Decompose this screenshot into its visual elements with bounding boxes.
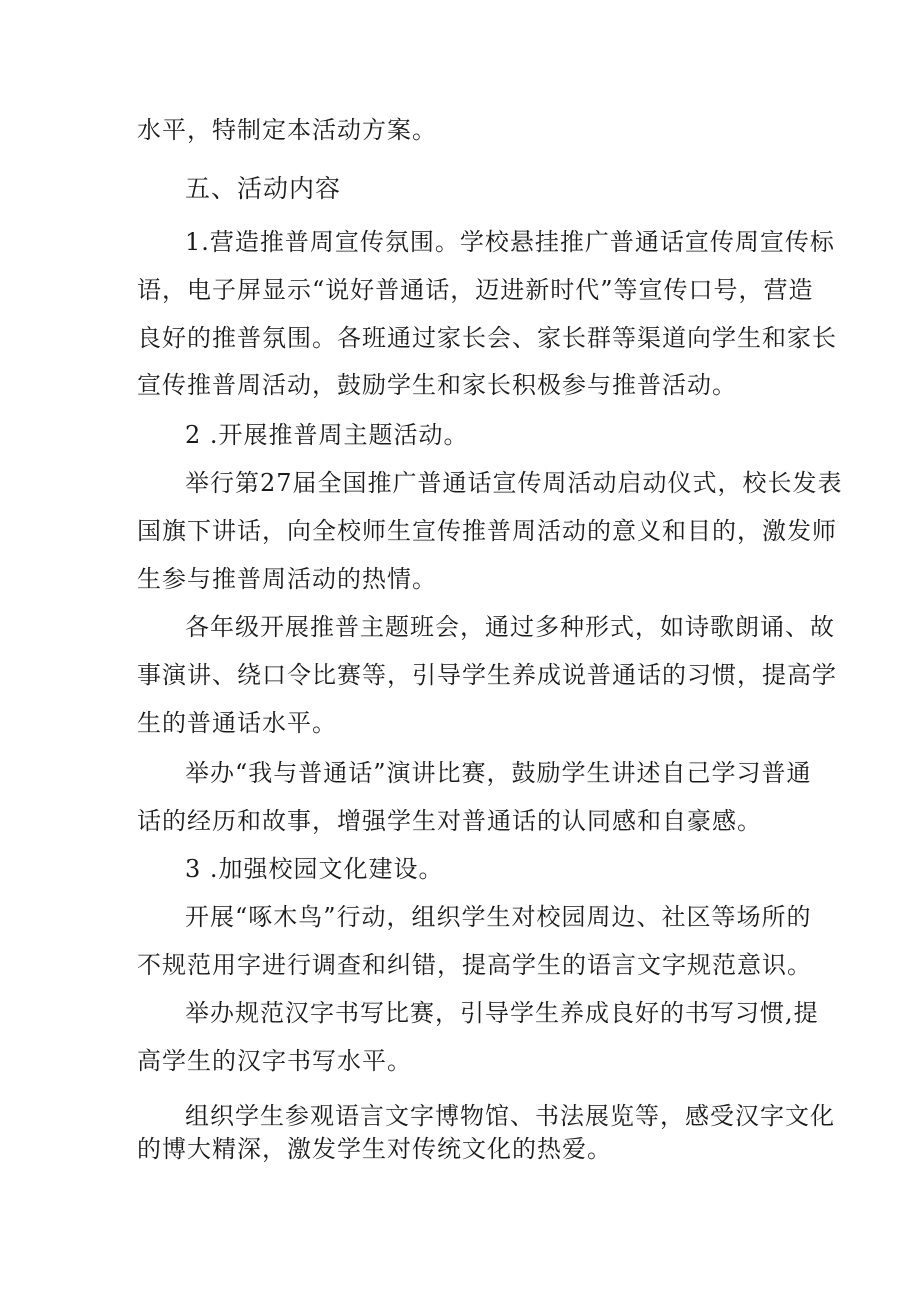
paragraph-line: 事演讲、绕口令比赛等，引导学生养成说普通话的习惯，提高学 [137,661,837,689]
paragraph-line: 生的普通话水平。 [137,709,337,737]
subsection-heading: 2 .开展推普周主题活动。 [185,421,469,449]
paragraph-line: 不规范用字进行调查和纠错，提高学生的语言文字规范意识。 [137,951,812,979]
paragraph-line: 语，电子屏显示“说好普通话，迈进新时代”等宣传口号，营造 [137,276,814,304]
paragraph-line: 宣传推普周活动，鼓励学生和家长积极参与推普活动。 [137,371,737,399]
paragraph-line: 举办规范汉字书写比赛，引导学生养成良好的书写习惯,提 [185,999,819,1027]
paragraph-line: 1.营造推普周宣传氛围。学校悬挂推广普通话宣传周宣传标 [185,228,835,256]
paragraph-line: 高学生的汉字书写水平。 [137,1047,412,1075]
paragraph-line: 良好的推普氛围。各班通过家长会、家长群等渠道向学生和家长 [137,324,837,352]
paragraph-line: 组织学生参观语言文字博物馆、书法展览等，感受汉字文化 [185,1102,835,1130]
paragraph-line: 各年级开展推普主题班会，通过多种形式，如诗歌朗诵、故 [185,613,835,641]
paragraph-line: 生参与推普周活动的热情。 [137,565,437,593]
paragraph-line: 开展“啄木鸟”行动，组织学生对校园周边、社区等场所的 [185,903,812,931]
paragraph-line: 的博大精深，激发学生对传统文化的热爱。 [137,1135,612,1163]
section-heading: 五、活动内容 [185,174,342,203]
paragraph-line: 举行第27届全国推广普通话宣传周活动启动仪式，校长发表 [185,469,843,497]
paragraph-line: 国旗下讲话，向全校师生宣传推普周活动的意义和目的，激发师 [137,517,837,545]
paragraph-line: 水平，特制定本活动方案。 [137,116,437,144]
subsection-heading: 3 .加强校园文化建设。 [185,855,444,883]
paragraph-line: 举办“我与普通话”演讲比赛，鼓励学生讲述自己学习普通 [185,759,812,787]
paragraph-line: 话的经历和故事，增强学生对普通话的认同感和自豪感。 [137,807,762,835]
